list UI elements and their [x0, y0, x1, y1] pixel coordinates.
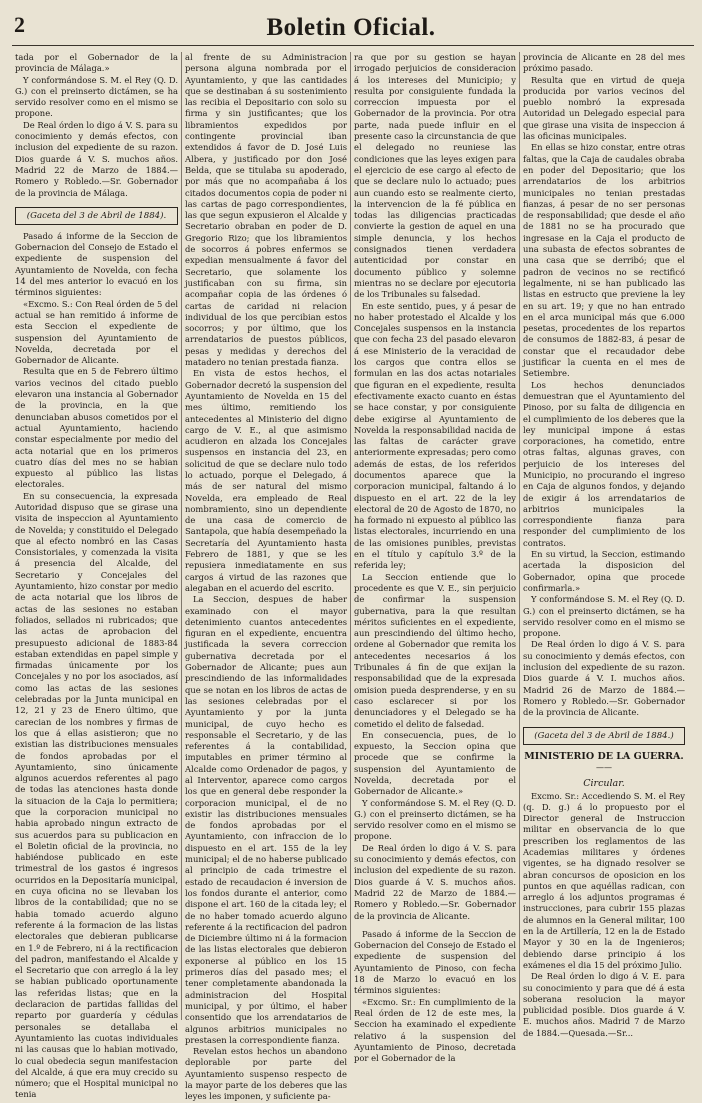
paragraph: Los hechos denunciados demuestran que el Ayuntamiento del Pinoso, por su falta de diligencia en el cumplimiento de los deberes que la ley municipal impone á estas corporaciones, ha cometido, entre otras faltas, algunas graves, con perjuicio de los intereses del Municipio, no procurando el ingreso en Caja de algunos fondos, y dejando de exigir á los arrendatarios de arbitrios municipales la correspondiente fianza para responder del cumplimiento de los contratos. [523, 379, 685, 548]
paragraph: «Excmo. Sr.: En cumplimiento de la Real órden de 12 de este mes, la Seccion ha examinado el expediente relativo á la suspension del Ayuntamiento de Pinoso, decretada por el Gobernador de la [354, 996, 516, 1064]
paragraph: La Seccion entiende que lo procedente es que V. E., sin perjuicio de confirmar la suspension gubernativa, para la que resultan méritos suficientes en el expediente, aun prescindiendo del último hecho, ordene al Gobernador que remita los antecedentes necesarios á los Tribunales á fin de que exijan la responsabilidad que de la expresada omision pueda desprenderse, y en su caso esclarecer si por los denunciadores y el Delegado se ha cometido el delito de falsedad. [354, 571, 516, 729]
column-2 [181, 52, 350, 1102]
divider: —— [596, 762, 612, 772]
paragraph: Y conformándose S. M. el Rey (Q. D. G.) con el preinserto dictámen, se ha servido resolver como en el mismo se propone. [523, 594, 685, 639]
column-4 [519, 52, 688, 1038]
paragraph: De Real órden lo digo á V. S. para su conocimiento y demás efectos, con inclusion del expediente de su razon. Dios guarde á V. S. muchos años. Madrid 22 de Marzo de 1884.—Romero y Robledo.—Sr. Gobernador de la provincia de Málaga. [15, 119, 178, 198]
header-rule [12, 45, 694, 46]
paragraph: Y conformándose S. M. el Rey (Q. D. G.) con el preinserto dictámen, se ha servido resolver como en el mismo se propone. [15, 74, 178, 119]
column-1 [12, 52, 181, 1100]
ministry-heading: MINISTERIO DE LA GUERRA. [524, 750, 684, 762]
paragraph: De Real órden lo digo á V. E. para su conocimiento y para que dé á esta soberana resolucion la mayor publicidad posible. Dios guarde á V. E. muchos años. Madrid 7 de Marzo de 1884.—Quesada.—Sr... [523, 971, 685, 1038]
page-number: 2 [14, 12, 25, 37]
paragraph: ra que por su gestion se hayan irrogado perjuicios de consideracion á los intereses del Municipio; y resulta por consiguiente fundada la correccion impuesta por el Gobernador de la provincia. Por otra parte, nada puede influir en el presente caso la circunstancia de que el delegado no reuniese las condiciones que las leyes exigen para el ejercicio de ese cargo al efecto de que se declare nulo lo actuado; pues aun cuando esto se realmente cierto, la intervencion de la fé pública en todas las diligencias practicadas convierte la gestion de aquel en una simple denuncia, y los hechos consignados tienen verdadera autenticidad por constar en documento público y solemne mientras no se declare por ejecutoria de los Tribunales su falsedad. [354, 52, 516, 300]
paragraph: En consecuencia, pues, de lo expuesto, la Seccion opina que procede que se confirme la suspension del Ayuntamiento de Novelda, decretada por el Gobernador de Alicante.» [354, 729, 516, 797]
section-spacer [354, 922, 516, 929]
paragraph: Pasado á informe de la Seccion de Gobernacion del Consejo de Estado el expediente de suspension del Ayuntamiento de Pinoso, con fecha 18 de Marzo lo evacuó en los términos siguientes: [354, 928, 516, 996]
masthead-title: Boletin Oficial. [266, 14, 436, 41]
paragraph: En vista de estos hechos, el Gobernador decretó la suspension del Ayuntamiento de Novelda en 15 del mes último, remitiendo los antecedentes al Ministerio del digno cargo de V. E., al que asimismo acudieron en alzada los Concejales suspensos en instancia del 23, en solicitud de que se declare nulo todo lo actuado, porque el Delegado, á más de ser natural del mismo Novelda, era empleado de Real nombramiento, sino un dependiente de una casa de comercio de Santapola, que había desempeñado la Secretaría del Ayuntamiento hasta Febrero de 1881, y que se les repusiera inmediatamente en sus cargos á virtud de las razones que alegaban en el acuerdo del escrito. [185, 368, 347, 593]
gazette-reference: (Gaceta del 3 de Abril de 1884.) [523, 727, 685, 745]
paragraph: al frente de su Administracion persona alguna nombrada por el Ayuntamiento, y que las cantidades que se destinaban á su sostenimiento las recibia el Depositario con solo su firma y sin justificantes; que los libramientos expedidos por contingente provincial iban extendidos á favor de D. José Luis Albera, y justificado por don José Belda, que se titulaba su apoderado, por más que no acompañaba á los citados documentos copia de poder ni las cartas de pago correspondientes, las que segun expusieron el Alcalde y Secretario obraban en poder de D. Gregorio Rizo; que los libramientos de socorros á pobres enfermos se expedian mensualmente á favor del Secretario, que solamente los justificaban con su firma, sin acompañar copia de las órdenes ó cartas de caridad ni relacion individual de los que percibian estos socorros; y por último, que los arrendatarios de puestos públicos, pesas y medidas y derechos del matadero no tenian prestada fianza. [185, 52, 347, 368]
paragraph: La Seccion, despues de haber examinado con el mayor detenimiento cuantos antecedentes figuran en el expediente, encuentra justificada la severa correccion gubernativa decretada por el Gobernador de Alicante; pues aun prescindiendo de las informalidades que se notan en los libros de actas de las sesiones celebradas por el Ayuntamiento y por la junta municipal, de cuyo hecho es responsable el Secretario, y de las referentes á la contabilidad, imputables en primer término al Alcalde como Ordenador de pagos, y al Interventor, aparece como cargos los que en general debe responder la corporacion municipal, el de no existir las distribuciones mensuales de fondos aprobadas por el Ayuntamiento, con infraccion de lo dispuesto en el art. 155 de la ley municipal; el de no haberse publicado al principio de cada trimestre el estado de recaudacion é inversion de los fondos durante el anterior, como dispone el art. 160 de la citada ley; el de no haber tomado acuerdo alguno referente á la rectificacion del padron de Diciembre último ni á la formacion de las listas electorales que debieron exponerse al público en los 15 primeros días del pasado mes; el tener completamente abandonada la administracion del Hospital municipal, y por último, el haber consentido que los arrendatarios de algunos arbitrios municipales no prestasen la correspondiente fianza. [185, 594, 347, 1045]
paragraph: Revelan estos hechos un abandono deplorable por parte del Ayuntamiento suspenso respecto de la mayor parte de los deberes que las leyes les imponen, y suficiente pa- [185, 1046, 347, 1102]
paragraph: «Excmo. S.: Con Real órden de 5 del actual se han remitido á informe de esta Seccion el expediente de suspension del Ayuntamiento de Novelda, decretada por el Gobernador de Alicante. [15, 298, 178, 366]
paragraph: En ellas se hizo constar, entre otras faltas, que la Caja de caudales obraba en poder del Depositario; que los arrendatarios de los arbitrios municipales no tenian prestadas fianzas, á pesar de no ser personas de responsabilidad; que desde el año de 1881 no se ha procurado que ingresase en la Caja el producto de una subasta de efectos sobrantes de una casa que se derribó; que el padron de vecinos no se rectificó legalmente, ni se han publicado las listas en estructo que previene la ley en su art. 19; y que no han entrado en el arca municipal más que 6.000 pesetas, procedentes de los repartos de consumos de 1882-83, á pesar de constar que el recaudador debe justificar la cuenta en el mes de Setiembre. [523, 142, 685, 379]
text-columns [12, 52, 694, 1102]
paragraph: De Real órden lo digo á V. S. para su conocimiento y demás efectos, con inclusion del expediente de su razon. Dios guarde á V. I. muchos años. Madrid 26 de Marzo de 1884.—Romero y Robledo.—Sr. Gobernador de la provincia de Alicante. [523, 639, 685, 718]
paragraph: En este sentido, pues, y á pesar de no haber protestado el Alcalde y los Concejales suspensos en la instancia que con fecha 23 del pasado elevaron á ese Ministerio de la veracidad de los cargos que contra ellos se formulan en las dos actas notariales que figuran en el expediente, resulta efectivamente exacto cuanto en éstas se hace constar, y por consiguiente debe exigirse al Ayuntamiento de Novelda la responsabilidad nacida de las faltas de carácter grave anteriormente expresadas; pero como además de estas, de los referidos documentos aparece que la corporacion municipal, faltando á lo dispuesto en el art. 22 de la ley electoral de 20 de Agosto de 1870, no ha formado ni expuesto al público las listas electorales, incurriendo en una de las omisiones punibles, previstas en el título y capítulo 3.º de la referida ley; [354, 300, 516, 571]
paragraph: Resulta que en 5 de Febrero último varios vecinos del citado pueblo elevaron una instancia al Gobernador de la provincia, en la que denunciaban abusos cometidos por el actual Ayuntamiento, haciendo constar especialmente por medio del acta notarial que en los primeros cuatro días del mes no se habian expuesto al público las listas electorales. [15, 366, 178, 490]
paragraph: En su consecuencia, la expresada Autoridad dispuso que se girase una visita de inspeccion al Ayuntamiento de Novelda; y constituido el Delegado que al efecto nombró en las Casas Consistoriales, y comenzada la visita á presencia del Alcalde, del Secretario y Concejales del Ayuntamiento, hizo constar por medio de acta notarial que los libros de actas de las sesiones no estaban foliados, sellados ni rubricados; que las actas de aprobacion del presupuesto adicional de 1883-84 estaban extendidas en papel simple y firmadas únicamente por los Concejales y no por los asociados, así como las actas de las sesiones celebradas por la Junta municipal en 12, 21 y 23 de Enero último, que carecian de los nombres y firmas de los que á ellas asistieron; que no existian las distribuciones mensuales de fondos aprobadas por el Ayuntamiento, sino únicamente algunos acuerdos referentes al pago de todas las atenciones hasta donde la situacion de la Caja lo permitiera; que la corporacion municipal no habia aprobado ningun extracto de sus acuerdos para su publicacion en el Boletin oficial de la provincia, no habiéndose publicado en este trimestral de los gastos é ingresos ocurridos en la Depositaría municipal, en cuya oficina no se llevaban los libros de la contabilidad; que no se habia tomado acuerdo alguno referente á la formacion de las listas electorales que debieran publicarse en 1.º de Febrero, ni á la rectificacion del padron, manifestando el Alcalde y el Secretario que con arreglo á la ley se habian publicado oportunamente las referidas listas; que en la declaracion de partidas fallidas del reparto por guardería y cédulas personales se detallaba el Ayuntamiento las cuotas individuales ni las causas que lo habian motivado, lo cual obedecia segun manifestacion del Alcalde, á que era muy crecido su número; que el Hospital municipal no tenia [15, 490, 178, 1100]
paragraph: De Real órden lo digo á V. S. para su conocimiento y demás efectos, con inclusion del expediente de su razon. Dios guarde á V. S. muchos años. Madrid 22 de Marzo de 1884.—Romero y Robledo.—Sr. Gobernador de la provincia de Alicante. [354, 842, 516, 921]
paragraph: Pasado á informe de la Seccion de Gobernacion del Consejo de Estado el expediente de suspension del Ayuntamiento de Novelda, con fecha 14 del mes anterior lo evacuó en los términos siguientes: [15, 230, 178, 298]
paragraph: En su virtud, la Seccion, estimando acertada la disposicion del Gobernador, opina que procede confirmarla.» [523, 549, 685, 593]
circular-heading: Circular. [583, 777, 625, 789]
paragraph: tada por el Gobernador de la provincia de Málaga.» [15, 52, 178, 74]
paragraph: Resulta que en virtud de queja producida por varios vecinos del pueblo nombró la expresada Autoridad un Delegado especial para que girase una visita de inspeccion á las oficinas municipales. [523, 74, 685, 142]
paragraph: Y conformándose S. M. el Rey (Q. D. G.) con el preinserto dictámen, se ha servido resolver como en el mismo se propone. [354, 797, 516, 842]
paragraph: Excmo. Sr.: Accediendo S. M. el Rey (q. D. g.) á lo propuesto por el Director general de Instruccion militar en observancia de lo que prescriben los reglamentos de las Academias militares y órdenes vigentes, se ha dignado resolver se abran concursos de oposicion en los puntos en que aquéllas radican, con arreglo á los adjuntos programas é instrucciones, para cubrir 155 plazas de alumnos en la General militar, 100 en la de Artillería, 12 en la de Estado Mayor y 30 en la de Ingenieros; debiendo darse principio á los exámenes el dia 15 del próximo Julio. [523, 790, 685, 970]
paragraph: provincia de Alicante en 28 del mes próximo pasado. [523, 52, 685, 74]
gazette-reference: (Gaceta del 3 de Abril de 1884). [15, 207, 178, 225]
column-3 [350, 52, 519, 1064]
